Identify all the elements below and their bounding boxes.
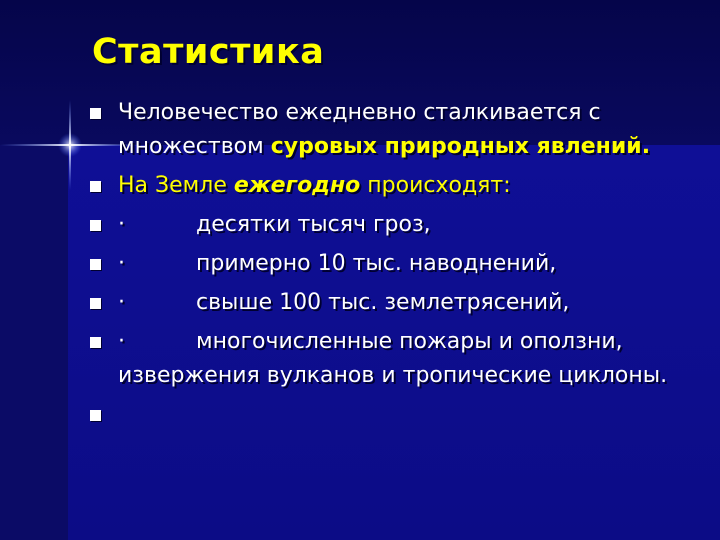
item-marker: · xyxy=(118,212,125,237)
item-text: свыше 100 тыс. землетрясений, xyxy=(196,290,570,315)
item-marker: · xyxy=(118,329,125,354)
item-text: многочисленные пожары и оползни, извержения вулканов и тропические циклоны. xyxy=(118,329,668,388)
bullet-square-icon xyxy=(90,259,101,270)
bullet-square-icon xyxy=(90,337,101,348)
bullet-square-icon xyxy=(90,410,101,421)
item-text: происходят: xyxy=(360,173,511,198)
bullet-list xyxy=(90,96,690,437)
item-highlight: суровых природных явлений. xyxy=(270,134,651,159)
item-text: примерно 10 тыс. наводнений, xyxy=(196,251,557,276)
list-item xyxy=(90,286,690,320)
item-text xyxy=(118,402,125,427)
slide-title: Статистика xyxy=(92,32,325,72)
bullet-square-icon xyxy=(90,298,101,309)
list-item xyxy=(90,208,690,242)
bullet-square-icon xyxy=(90,220,101,231)
item-marker: · xyxy=(118,290,125,315)
bullet-square-icon xyxy=(90,181,101,192)
item-emphasis: ежегодно xyxy=(233,173,361,198)
item-text: Человечество ежедневно сталкивается с множеством xyxy=(118,100,601,159)
item-text: десятки тысяч гроз, xyxy=(196,212,431,237)
bullet-square-icon xyxy=(90,108,101,119)
list-item xyxy=(90,96,690,164)
item-text: На Земле xyxy=(118,173,234,198)
list-item xyxy=(90,398,690,432)
list-item xyxy=(90,325,690,393)
item-marker: · xyxy=(118,251,125,276)
background-left-panel xyxy=(0,145,68,540)
list-item xyxy=(90,169,690,203)
list-item xyxy=(90,247,690,281)
